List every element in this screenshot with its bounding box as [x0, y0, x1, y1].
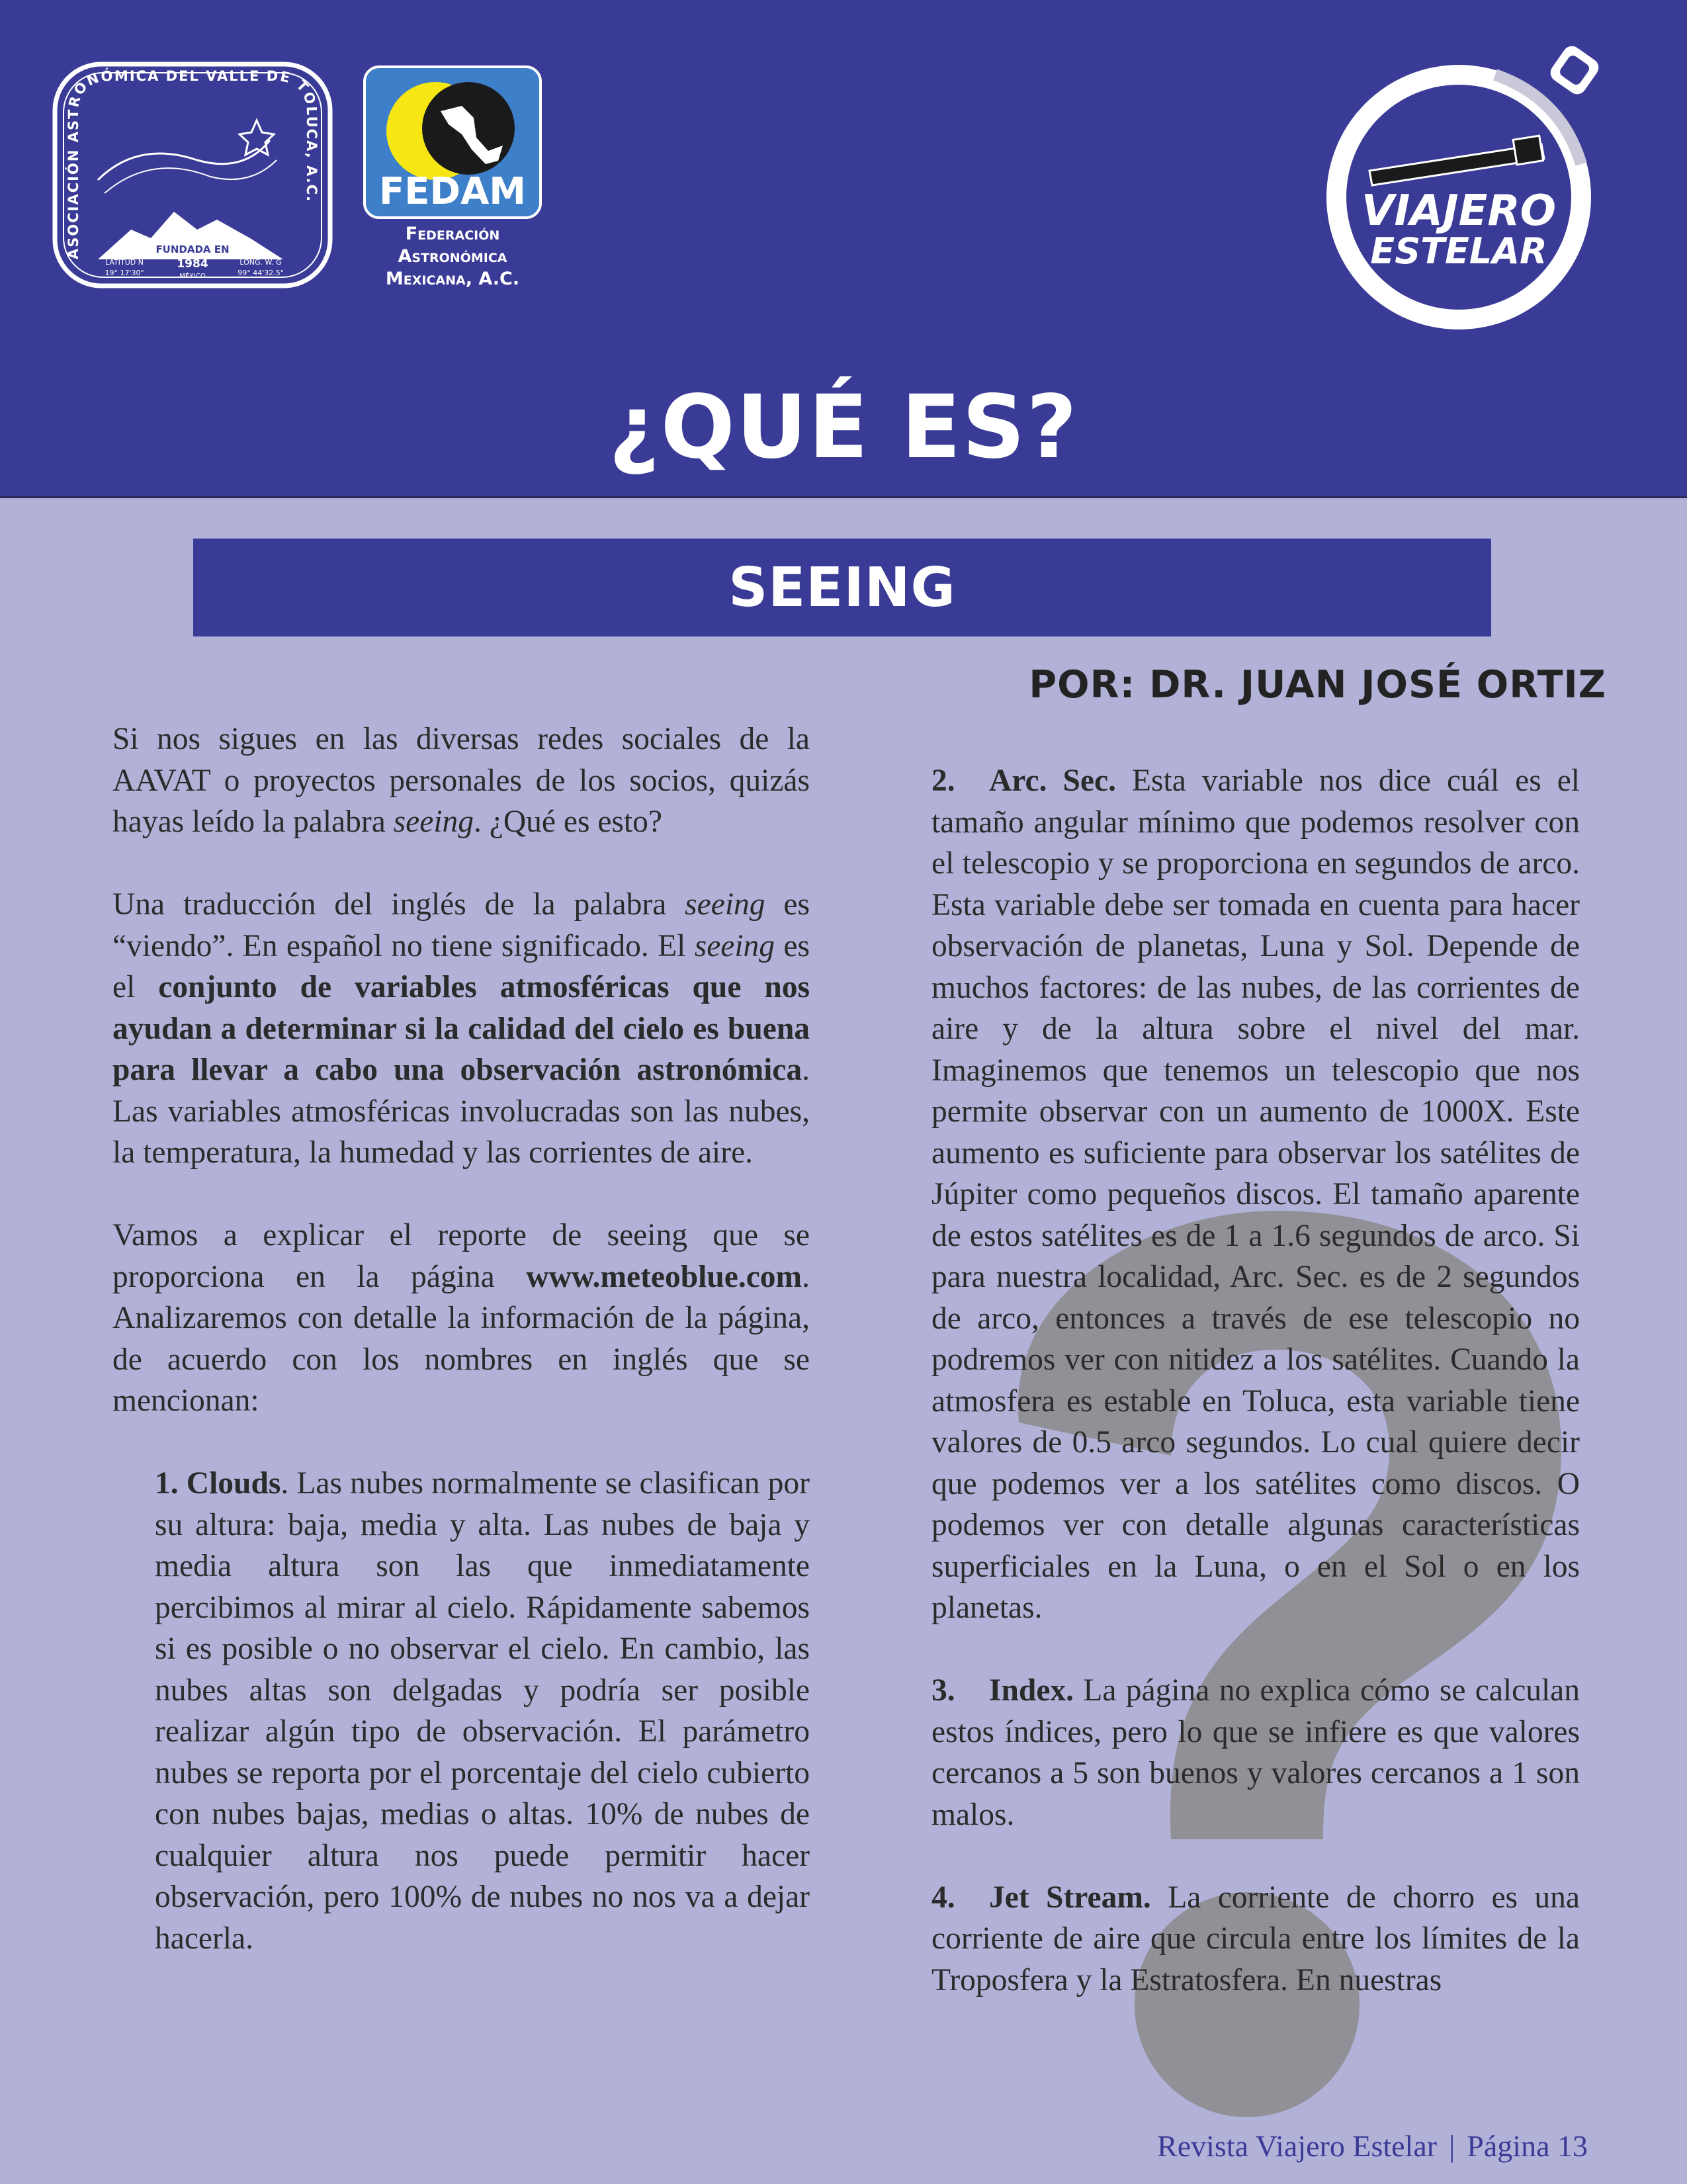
article-left-column [112, 719, 810, 2001]
paragraph-meteoblue: Vamos a explicar el reporte de seeing que se proporciona en la página www.meteoblue.com. Analizaremos con detalle la información de la página, de acuerdo con los nombres en inglés que se mencionan: [112, 1218, 810, 1418]
page-footer [1157, 2128, 1588, 2163]
footer-page-number: Página 13 [1467, 2129, 1588, 2163]
viajero-estelar-logo-icon [1323, 45, 1621, 336]
aavat-logo-icon [52, 61, 333, 289]
fedam-logo-icon [363, 65, 542, 293]
author-byline: POR: DR. JUAN JOSÉ ORTIZ [1029, 663, 1606, 707]
paragraph-definition: Una traducción del inglés de la palabra seeing es “viendo”. En español no tiene significado. El seeing es el conjunto de variables atmosféricas que nos ayudan a determinar si la calidad del cielo es buena para llevar a cabo una observación astronómica. Las variables atmosféricas involucradas son las nubes, la temperatura, la humedad y las corrientes de aire. [112, 887, 810, 1170]
list-item-index: 3. Index. La página no explica cómo se calculan estos índices, pero lo que se infiere es que valores cercanos a 5 son buenos y valores cercanos a 1 son malos. [931, 1673, 1580, 1832]
fedam-line1: Federación [405, 224, 500, 244]
footer-magazine: Revista Viajero Estelar [1157, 2129, 1438, 2163]
fedam-line3: Mexicana, A.C. [385, 269, 520, 289]
page-title: ¿QUÉ ES? [609, 376, 1078, 478]
list-item-arc-sec: 2. Arc. Sec. Esta variable nos dice cuál es el tamaño angular mínimo que podemos resolver con el telescopio y se proporciona en segundos de arco. Esta variable debe ser tomada en cuenta para hacer observación de planetas, Luna y Sol. Depende de muchos factores: de las nubes, de las corrientes de aire y de la altura sobre el nivel del mar. Imaginemos que tenemos un telescopio que nos permite observar con un aumento de 1000X. Este aumento es suficiente para observar los satélites de Júpiter como pequeños discos. El tamaño aparente de estos satélites es de 1 a 1.6 segundos de arco. Si para nuestra localidad, Arc. Sec. es de 2 segundos de arco, entonces a través de ese telescopio no podremos ver con nitidez a los satélites. Cuando la atmosfera es estable en Toluca, esta variable tiene valores de 0.5 arco segundos. Lo cual quiere decir que podemos ver a los satélites como discos. O podemos ver con detalle algunas características superficiales en la Luna, o en el Sol o en los planetas. [931, 764, 1580, 1625]
article-right-column [931, 760, 1580, 2042]
viajero-line1: VIAJERO [1361, 187, 1557, 236]
aavat-long-value: 99° 44'32.5" [238, 269, 284, 277]
list-item-jet-stream: 4. Jet Stream. La corriente de chorro es una corriente de aire que circula entre los límites de la Troposfera y la Estratosfera. En nuestras [931, 1880, 1580, 1997]
fedam-name: FEDAM [378, 170, 527, 213]
viajero-line2: ESTELAR [1370, 230, 1547, 272]
aavat-founded-label: FUNDADA EN [155, 243, 230, 255]
aavat-long-label: LONG. W. G [239, 258, 282, 267]
paragraph-intro: Si nos sigues en las diversas redes sociales de la AAVAT o proyectos personales de los socios, quizás hayas leído la palabra seeing. ¿Qué es esto? [112, 722, 810, 839]
footer-separator: | [1449, 2129, 1455, 2163]
aavat-founded-year: 1984 [177, 257, 208, 271]
aavat-ring-text: ASOCIACIÓN ASTRONÓMICA DEL VALLE DE TOLUCA, A.C. [65, 67, 320, 259]
subtitle-bar [193, 539, 1491, 636]
aavat-country: MÉXICO [179, 273, 206, 280]
header-banner [0, 0, 1687, 498]
aavat-lat-label: LATITUD N [105, 258, 144, 267]
fedam-line2: Astronómica [398, 246, 507, 267]
article-subtitle: SEEING [728, 556, 956, 619]
list-item-clouds: 1. Clouds. Las nubes normalmente se clasifican por su altura: baja, media y alta. Las nubes de baja y media altura son las que inmediatamente percibimos al mirar al cielo. Rápidamente sabemos si es posible o no observar el cielo. En cambio, las nubes altas son delgadas y podría ser posible realizar algún tipo de observación. El parámetro nubes se reporta por el porcentaje del cielo cubierto con nubes bajas, medias o altas. 10% de nubes de cualquier altura nos puede permitir hacer observación, pero 100% de nubes no nos va a dejar hacerla. [155, 1466, 810, 1956]
aavat-lat-value: 19° 17'30" [105, 269, 144, 277]
